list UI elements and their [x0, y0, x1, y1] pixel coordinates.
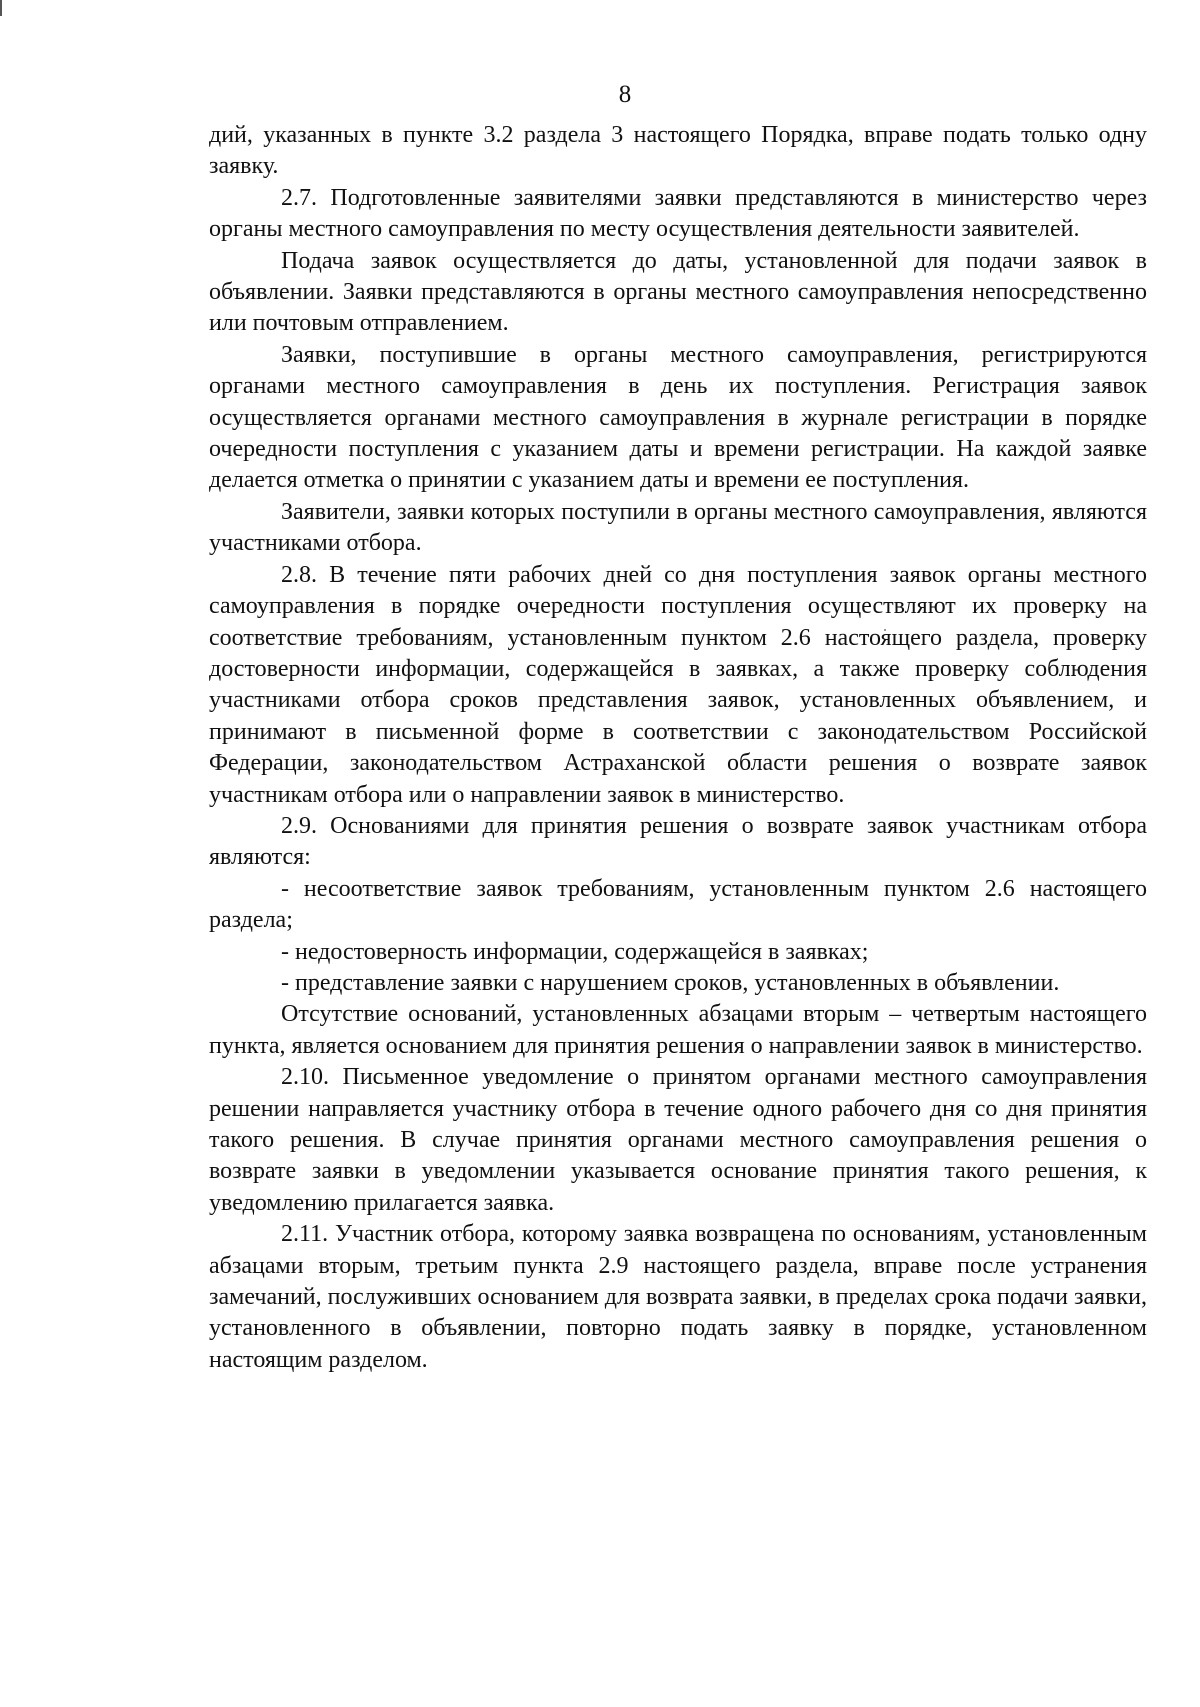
- list-item-noncompliance: - несоответствие заявок требованиям, установленным пунктом 2.6 настоящего раздела;: [209, 875, 1147, 934]
- paragraph-participants: Заявители, заявки которых поступили в органы местного самоуправления, являются участниками отбора.: [209, 498, 1147, 557]
- paragraph-2-8: 2.8. В течение пяти рабочих дней со дня поступления заявок органы местного самоуправления в порядке очередности поступления осуществляют их проверку на соответствие требованиям, установленным пунктом 2.6 настоящего раздела, проверку достоверности информации, содержащейся в заявках, а также проверку соблюдения участниками отбора сроков представления заявок, установленных объявлением, и принимают в письменной форме в соответствии с законодательством Российской Федерации, законодательством Астраханской области решения о возврате заявок участникам отбора или о направлении заявок в министерство.: [209, 561, 1147, 808]
- scan-edge-mark: [0, 0, 2, 16]
- paragraph-registration: Заявки, поступившие в органы местного самоуправления, регистрируются органами местного самоуправления в день их поступления. Регистрация заявок осуществляется органами местного самоуправления в журнале регистрации в порядке очередности поступления с указанием даты и времени регистрации. На каждой заявке делается отметка о принятии с указанием даты и времени ее поступления.: [209, 341, 1147, 494]
- document-body: [209, 120, 1147, 1376]
- paragraph-2-7: 2.7. Подготовленные заявителями заявки представляются в министерство через органы местного самоуправления по месту осуществления деятельности заявителей.: [209, 184, 1147, 243]
- paragraph-continuation: дий, указанных в пункте 3.2 раздела 3 настоящего Порядка, вправе подать только одну заявку.: [209, 122, 1147, 180]
- page-number: 8: [618, 81, 632, 108]
- paragraph-2-11: 2.11. Участник отбора, которому заявка возвращена по основаниям, установленным абзацами вторым, третьим пункта 2.9 настоящего раздела, вправе после устранения замечаний, послуживших основанием для возврата заявки, в пределах срока подачи заявки, установленного в объявлении, повторно подать заявку в порядке, установленном настоящим разделом.: [209, 1221, 1148, 1373]
- list-item-inaccuracy: - недостоверность информации, содержащейся в заявках;: [281, 938, 869, 965]
- paragraph-2-10: 2.10. Письменное уведомление о принятом органами местного самоуправления решении направляется участнику отбора в течение одного рабочего дня со дня принятия такого решения. В случае принятия органами местного самоуправления решения о возврате заявки в уведомлении указывается основание принятия такого решения, к уведомлению прилагается заявка.: [209, 1064, 1147, 1216]
- paragraph-absence-of-grounds: Отсутствие оснований, установленных абзацами вторым – четвертым настоящего пункта, является основанием для принятия решения о направлении заявок в министерство.: [209, 1001, 1147, 1059]
- list-item-late-submission: - представление заявки с нарушением сроков, установленных в объявлении.: [281, 969, 1060, 996]
- paragraph-submission-deadline: Подача заявок осуществляется до даты, установленной для подачи заявок в объявлении. Заявки представляются в органы местного самоуправления непосредственно или почтовым отправлением.: [209, 247, 1147, 337]
- paragraph-2-9: 2.9. Основаниями для принятия решения о возврате заявок участникам отбора являются:: [209, 812, 1147, 871]
